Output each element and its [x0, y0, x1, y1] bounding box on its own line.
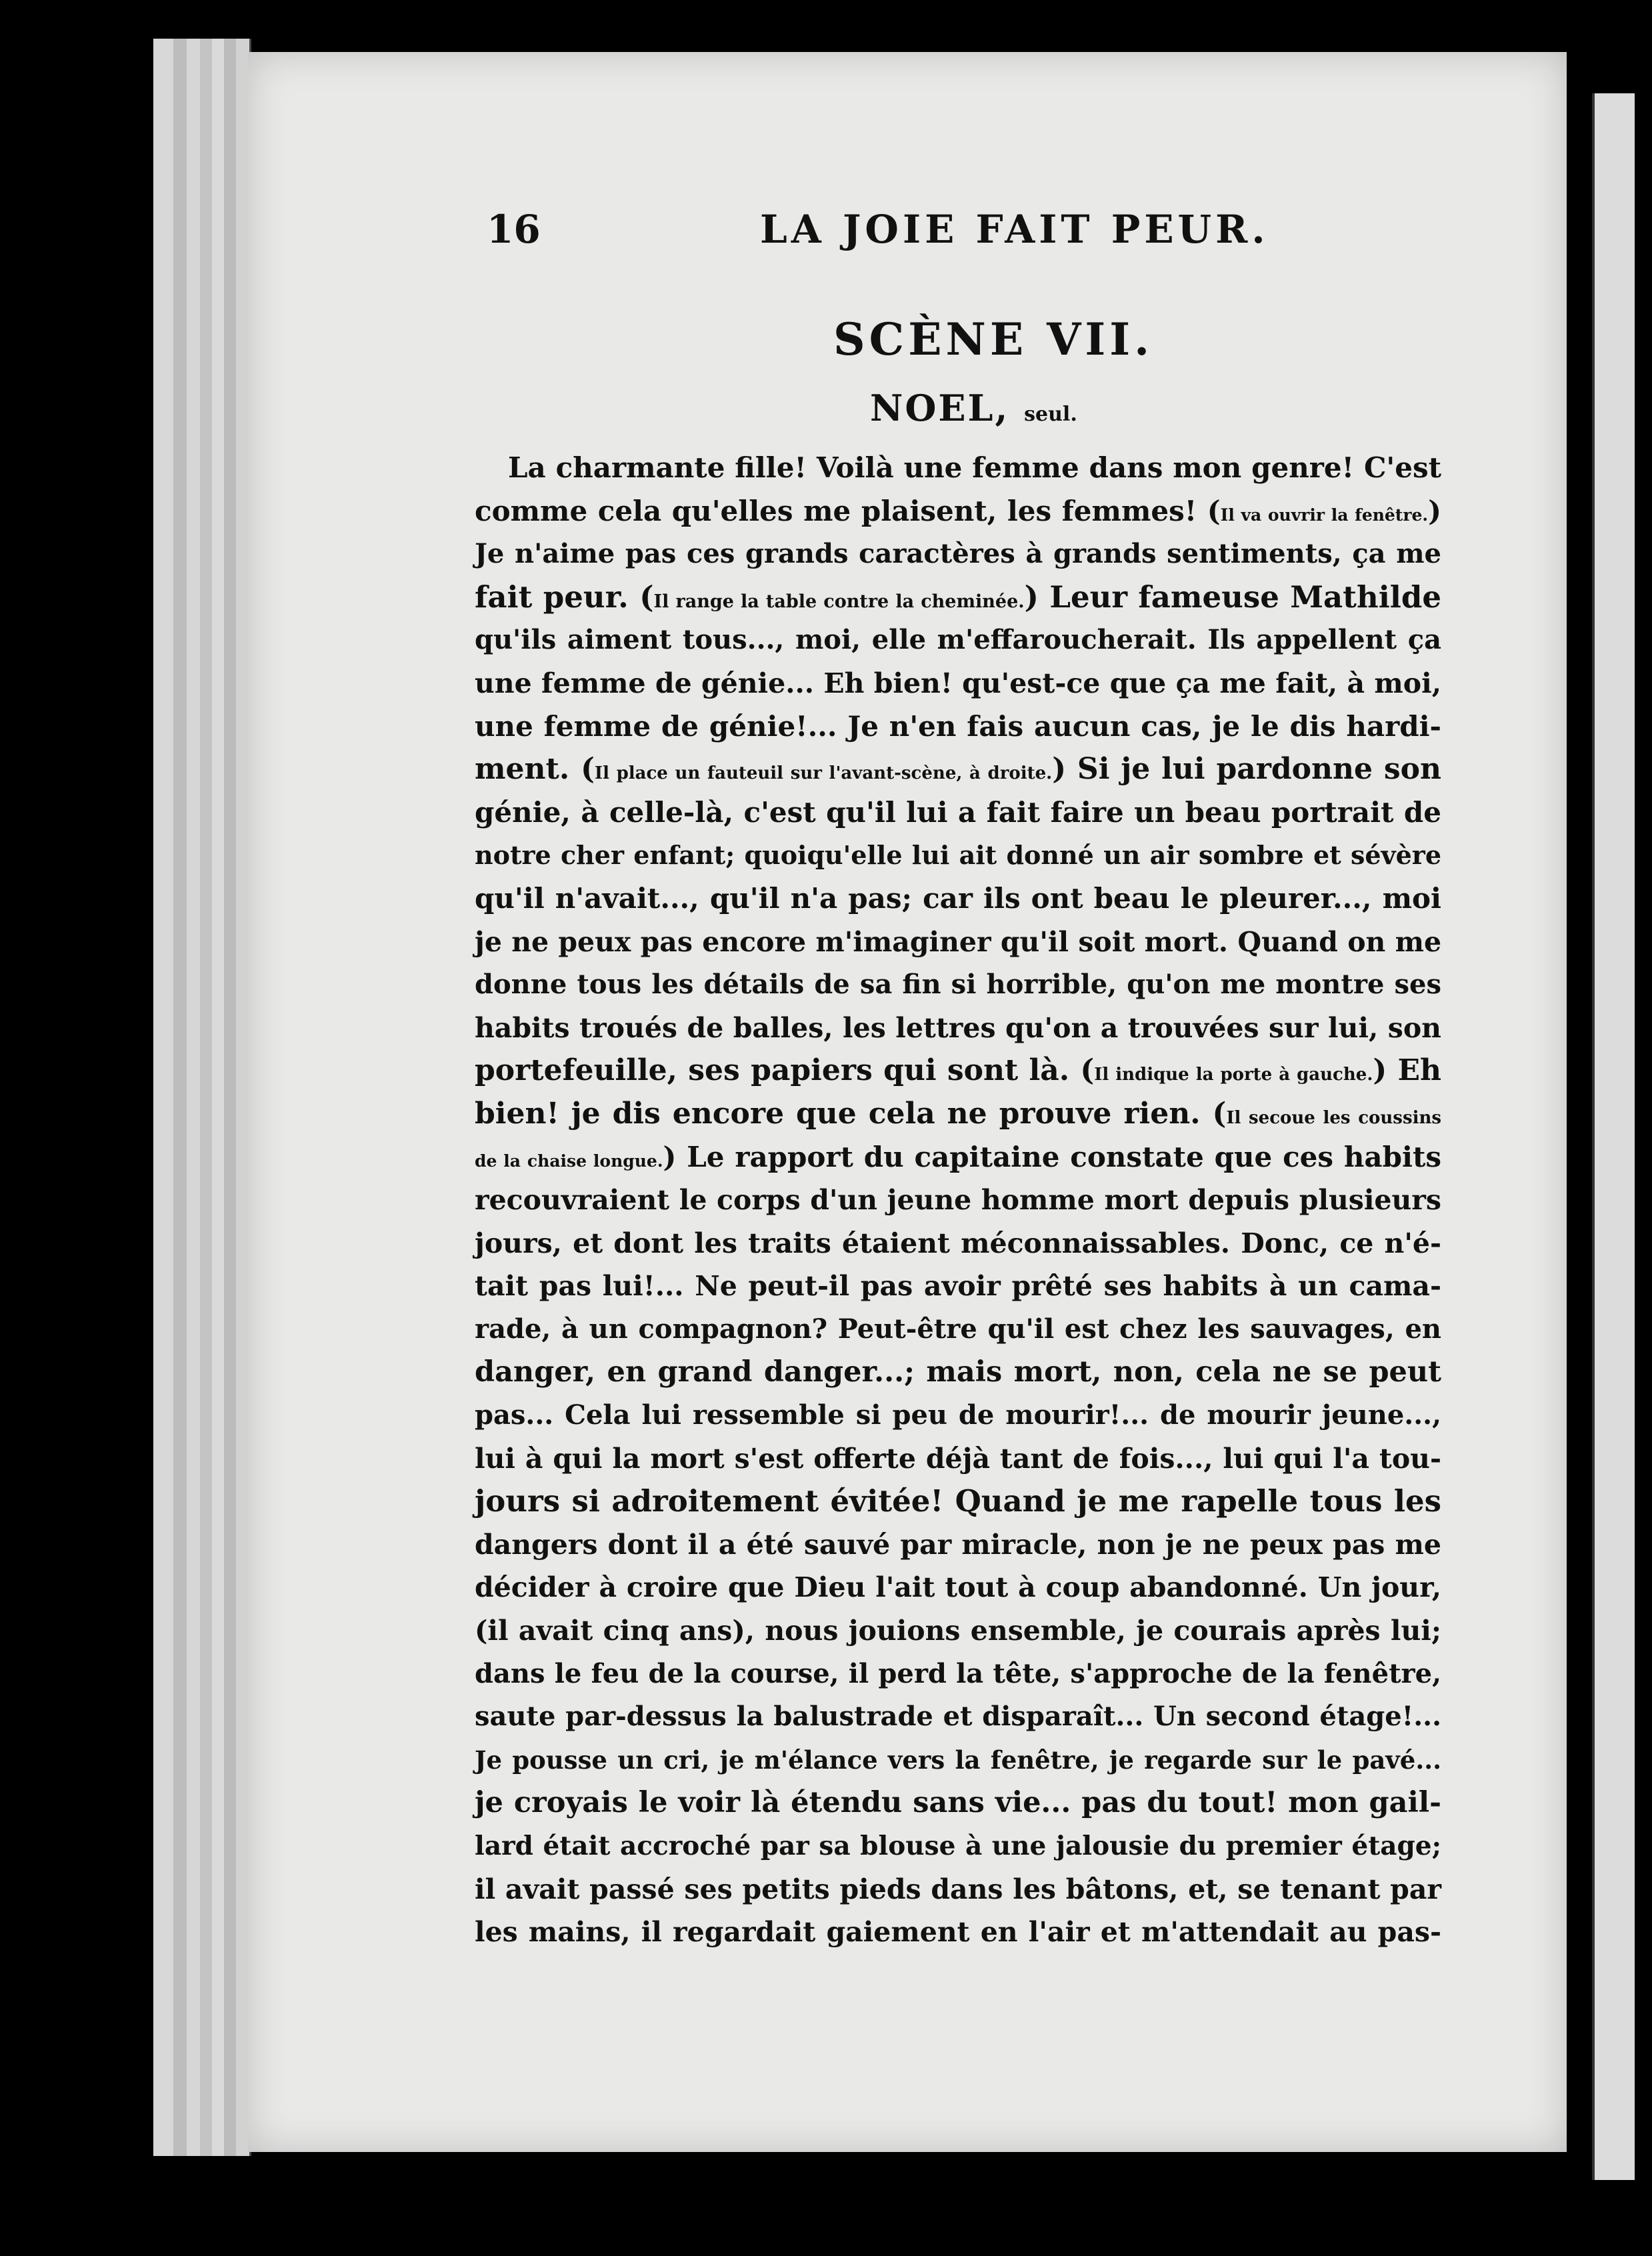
text-line — [475, 1523, 1441, 1567]
dialogue-text: lard était accroché par sa blouse à une jalousie du premier étage; — [475, 1831, 1441, 1861]
dialogue-text: ment. ( — [475, 752, 595, 787]
dialogue-text: une femme de génie!... Je n'en fais aucun cas, je le dis hardi- — [475, 709, 1441, 743]
stage-direction: Il place un fauteuil sur l'avant-scène, à droite. — [594, 763, 1053, 784]
speaker-name: NOEL, — [870, 387, 1010, 429]
dialogue-text: pas... Cela lui ressemble si peu de mourir!... de mourir jeune..., — [475, 1399, 1441, 1431]
dialogue-text: tait pas lui!... Ne peut-il pas avoir prêté ses habits à un cama- — [475, 1270, 1441, 1303]
text-line — [475, 447, 1441, 490]
text-line — [475, 1394, 1441, 1437]
dialogue-text: portefeuille, ses papiers qui sont là. ( — [475, 1053, 1095, 1088]
dialogue-text: Je pousse un cri, je m'élance vers la fenêtre, je regarde sur le pavé... — [475, 1745, 1441, 1775]
page-number: 16 — [487, 207, 541, 252]
text-line — [475, 1049, 1441, 1093]
dialogue-text: je croyais le voir là étendu sans vie... pas du tout! mon gail- — [475, 1786, 1441, 1820]
dialogue-text: ) Si je lui pardonne son — [1052, 752, 1441, 787]
text-line — [475, 1179, 1441, 1222]
dialogue-text: décider à croire que Dieu l'ait tout à coup abandonné. Un jour, — [475, 1571, 1441, 1604]
dialogue-text: comme cela qu'elles me plaisent, les femmes! ( — [475, 494, 1221, 527]
text-line — [475, 1868, 1441, 1911]
dialogue-text: qu'il n'avait..., qu'il n'a pas; car ils ont beau le pleurer..., moi — [475, 881, 1441, 915]
dialogue-text: fait peur. ( — [475, 579, 654, 615]
text-line — [475, 576, 1441, 619]
text-line — [475, 490, 1441, 533]
running-title: LA JOIE FAIT PEUR. — [760, 207, 1269, 252]
stage-direction: Il va ouvrir la fenêtre. — [1220, 505, 1429, 525]
dialogue-text: dans le feu de la course, il perd la tête, s'approche de la fenêtre, — [475, 1657, 1441, 1689]
monologue-text — [475, 447, 1441, 1954]
dialogue-text: jours, et dont les traits étaient méconnaissables. Donc, ce n'é- — [475, 1227, 1441, 1259]
dialogue-text: les mains, il regardait gaiement en l'air et m'attendait au pas- — [475, 1916, 1441, 1949]
text-line — [475, 877, 1441, 921]
text-line — [475, 1781, 1441, 1825]
text-line — [475, 1825, 1441, 1868]
speaker-heading — [870, 387, 1077, 429]
dialogue-text: Je n'aime pas ces grands caractères à grands sentiments, ça me — [475, 538, 1441, 570]
text-line — [475, 1007, 1441, 1050]
text-line — [475, 1222, 1441, 1265]
text-line — [475, 1739, 1441, 1782]
text-line — [475, 791, 1441, 835]
dialogue-text: jours si adroitement évitée! Quand je me rapelle tous les — [475, 1483, 1441, 1519]
stage-direction: Il secoue les coussins — [1226, 1107, 1441, 1128]
stage-direction: de la chaise longue. — [475, 1151, 663, 1171]
text-line — [475, 921, 1441, 964]
text-line — [475, 1695, 1441, 1739]
dialogue-text: ) Eh — [1373, 1053, 1442, 1088]
facing-page-edge — [1592, 93, 1635, 2180]
dialogue-text: génie, à celle-là, c'est qu'il lui a fait faire un beau portrait de — [475, 795, 1441, 829]
text-line — [475, 619, 1441, 662]
dialogue-text: rade, à un compagnon? Peut-être qu'il est chez les sauvages, en — [475, 1313, 1441, 1345]
text-line — [475, 834, 1441, 877]
text-line — [475, 1351, 1441, 1394]
page-edge — [153, 39, 175, 2156]
text-line — [475, 705, 1441, 749]
dialogue-text: qu'ils aiment tous..., moi, elle m'effaroucherait. Ils appellent ça — [475, 624, 1441, 656]
dialogue-text: saute par-dessus la balustrade et disparaît... Un second étage!... — [475, 1701, 1441, 1733]
dialogue-text: ) Le rapport du capitaine constate que ces habits — [663, 1140, 1441, 1173]
dialogue-text: ) Leur fameuse Mathilde — [1024, 579, 1441, 615]
dialogue-text: lui à qui la mort s'est offerte déjà tant de fois..., lui qui l'a tou- — [475, 1442, 1441, 1475]
dialogue-text: je ne peux pas encore m'imaginer qu'il soit mort. Quand on me — [475, 925, 1442, 958]
stage-direction: Il indique la porte à gauche. — [1094, 1065, 1373, 1085]
text-line — [475, 1653, 1441, 1696]
text-line — [475, 1911, 1441, 1954]
text-line — [475, 1437, 1441, 1481]
dialogue-text: (il avait cinq ans), nous jouions ensemble, je courais après lui; — [475, 1615, 1441, 1647]
text-line — [475, 1265, 1441, 1308]
text-line — [475, 533, 1441, 576]
dialogue-text: ) — [1428, 494, 1442, 527]
speaker-note: seul. — [1024, 403, 1077, 426]
dialogue-text: recouvraient le corps d'un jeune homme mort depuis plusieurs — [475, 1184, 1441, 1217]
scene-title: SCÈNE VII. — [833, 313, 1154, 365]
text-line — [475, 1308, 1441, 1351]
dialogue-text: La charmante fille! Voilà une femme dans mon genre! C'est — [508, 451, 1441, 484]
dialogue-text: danger, en grand danger...; mais mort, non, cela ne se peut — [475, 1355, 1441, 1389]
dialogue-text: il avait passé ses petits pieds dans les bâtons, et, se tenant par — [475, 1873, 1441, 1905]
running-head — [487, 207, 1269, 260]
text-line — [475, 1566, 1441, 1609]
text-line — [475, 1609, 1441, 1653]
dialogue-text: habits troués de balles, les lettres qu'on a trouvées sur lui, son — [475, 1011, 1441, 1044]
dialogue-text: dangers dont il a été sauvé par miracle, non je ne peux pas me — [475, 1528, 1441, 1561]
dialogue-text: notre cher enfant; quoiqu'elle lui ait donné un air sombre et sévère — [475, 840, 1441, 871]
dialogue-text: donne tous les détails de sa fin si horrible, qu'on me montre ses — [475, 969, 1441, 1001]
dialogue-text: une femme de génie... Eh bien! qu'est-ce que ça me fait, à moi, — [475, 667, 1441, 699]
text-line — [475, 1136, 1441, 1179]
stage-direction: Il range la table contre la cheminée. — [653, 591, 1025, 612]
text-line — [475, 1480, 1441, 1523]
text-line — [475, 662, 1441, 705]
text-line — [475, 748, 1441, 791]
text-line — [475, 1093, 1441, 1136]
dialogue-text: bien! je dis encore que cela ne prouve rien. ( — [475, 1096, 1227, 1131]
text-line — [475, 963, 1441, 1007]
